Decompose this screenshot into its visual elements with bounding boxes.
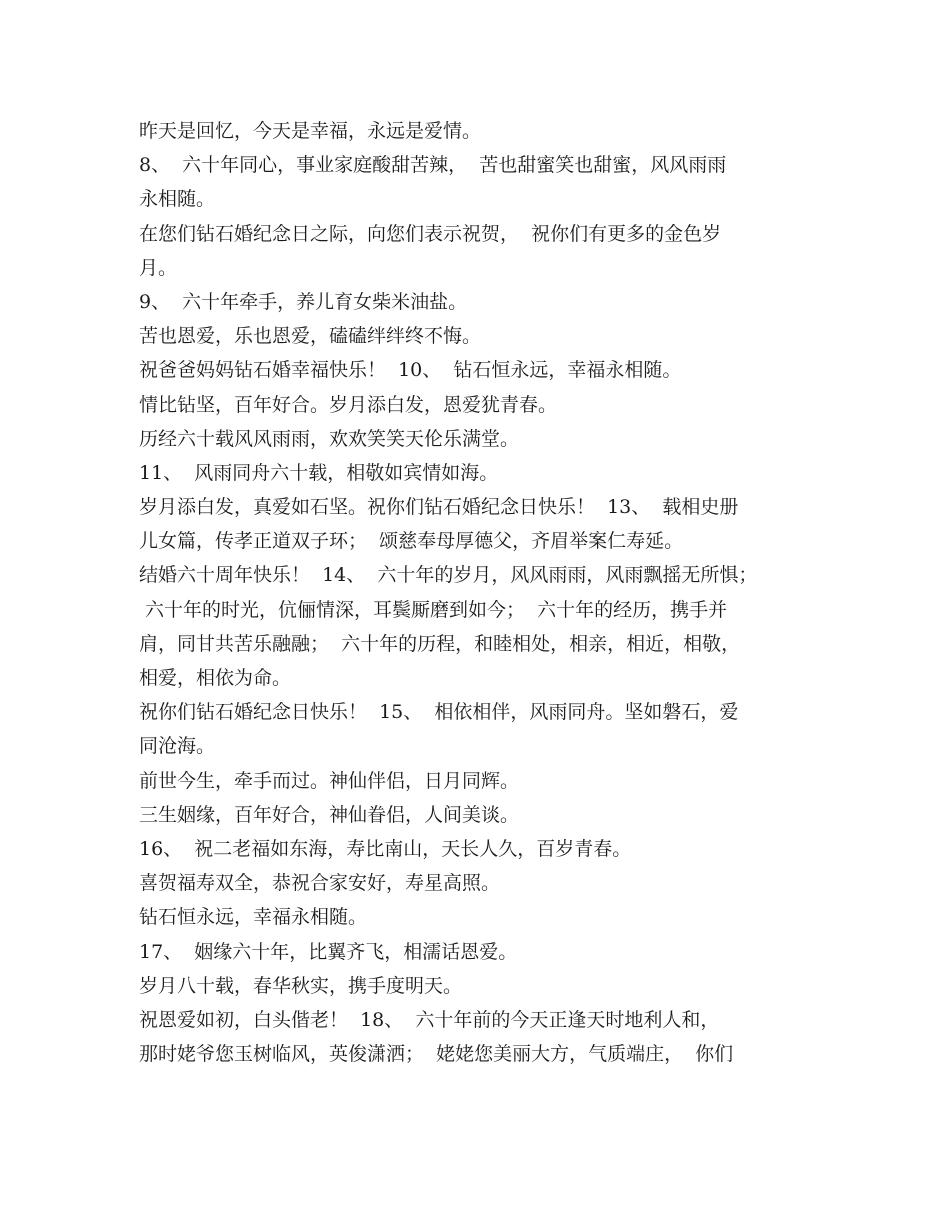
text-line: 钻石恒永远，幸福永相随。: [139, 906, 368, 929]
text-line: 相爱，相依为命。: [139, 667, 292, 689]
text-line: 在您们钻石婚纪念日之际，向您们表示祝贺， 祝你们有更多的金色岁: [139, 222, 722, 245]
text-line: 永相随。: [139, 188, 216, 211]
document-body: [139, 114, 839, 1071]
text-line: 9、 六十年牵手，养儿育女柴米油盐。: [139, 290, 468, 313]
text-line: 结婚六十周年快乐！ 14、 六十年的岁月，风风雨雨，风雨飘摇无所惧；: [139, 564, 758, 587]
text-line: 祝爸爸妈妈钻石婚幸福快乐！ 10、 钻石恒永远，幸福永相随。: [139, 359, 682, 382]
text-line: 月。: [139, 256, 178, 279]
text-line: 8、 六十年同心，事业家庭酸甜苦辣， 苦也甜蜜笑也甜蜜，风风雨雨: [139, 154, 727, 177]
text-line: 17、 姻缘六十年，比翼齐飞，相濡话恩爱。: [139, 940, 518, 963]
text-line: 11、 风雨同舟六十载，相敬如宾情如海。: [139, 461, 499, 484]
text-line: 儿女篇，传孝正道双子环； 颂慈奉母厚德父，齐眉举案仁寿延。: [139, 530, 684, 553]
text-line: 岁月添白发，真爱如石坚。祝你们钻石婚纪念日快乐！ 13、 载相史册: [139, 496, 739, 519]
text-line: 苦也恩爱，乐也恩爱，磕磕绊绊终不悔。: [139, 325, 482, 348]
text-line: 情比钻坚，百年好合。岁月添白发，恩爱犹青春。: [139, 393, 558, 416]
text-line: 六十年的时光，伉俪情深，耳鬓厮磨到如今； 六十年的经历，携手并: [139, 598, 728, 621]
text-line: 昨天是回忆，今天是幸福，永远是爱情。: [139, 120, 482, 142]
text-line: 喜贺福寿双全，恭祝合家安好，寿星高照。: [139, 872, 501, 895]
text-line: 历经六十载风风雨雨，欢欢笑笑天伦乐满堂。: [139, 427, 520, 450]
text-line: 同沧海。: [139, 735, 216, 758]
text-line: 岁月八十载，春华秋实，携手度明天。: [139, 974, 463, 997]
text-line: 16、 祝二老福如东海，寿比南山，天长人久，百岁青春。: [139, 837, 632, 860]
text-line: 祝恩爱如初，白头偕老！ 18、 六十年前的今天正逢天时地利人和，: [139, 1008, 720, 1031]
text-line: 前世今生，牵手而过。神仙伴侣，日月同辉。: [139, 769, 520, 792]
text-line: 肩，同甘共苦乐融融； 六十年的历程，和睦相处，相亲，相近，相敬，: [139, 632, 741, 655]
text-line: 三生姻缘，百年好合，神仙眷侣，人间美谈。: [139, 803, 520, 826]
text-line: 祝你们钻石婚纪念日快乐！ 15、 相依相伴，风雨同舟。坚如磐石，爱: [139, 701, 739, 724]
text-line: 那时姥爷您玉树临风，英俊潇洒； 姥姥您美丽大方，气质端庄， 你们: [139, 1043, 734, 1066]
